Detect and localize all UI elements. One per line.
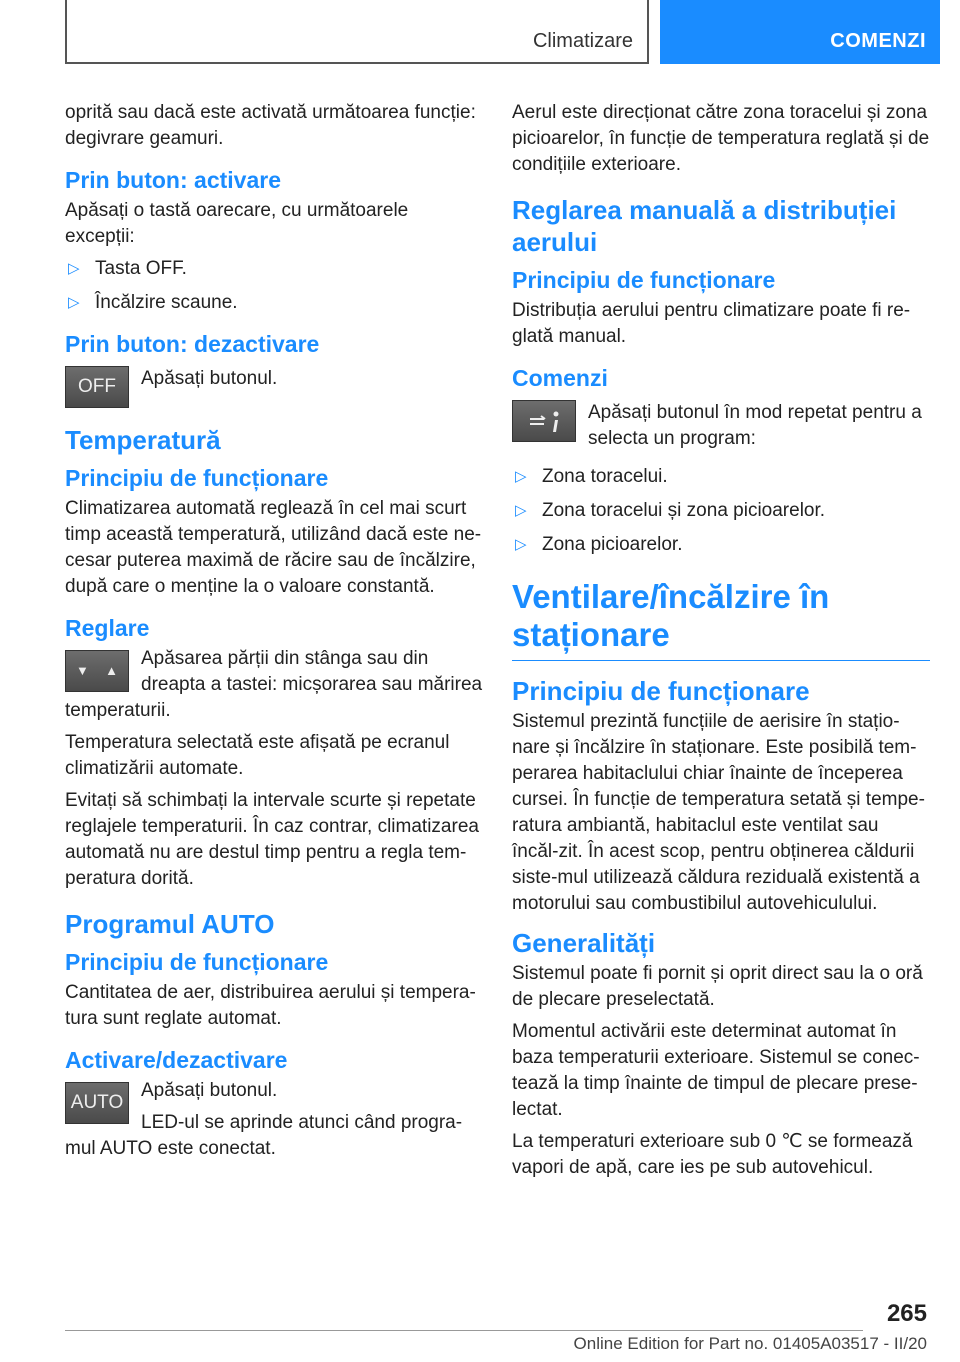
- tab-comenzi-label: COMENZI: [830, 30, 926, 52]
- auto-text: Cantitatea de aer, distribuirea aerului și tempera-tura sunt reglate automat.: [65, 982, 476, 1029]
- reglare-paragraph-3: Evitați să schimbați la intervale scurte și repetate reglajele temperaturii. În caz contrar, climatizarea automată nu are destul timp pentru a regla tem-peratura dorită.: [65, 790, 479, 889]
- distribution-button-row: [512, 400, 930, 452]
- auto-block: [65, 1078, 483, 1162]
- tab-comenzi[interactable]: [660, 0, 940, 64]
- heading-comenzi: Comenzi: [512, 365, 608, 391]
- list-item: ▷ Încălzire scaune.: [65, 290, 483, 316]
- header-section-box: [65, 0, 649, 64]
- reglare-paragraph-2: Temperatura selectată este afișată pe ecranul climatizării automate.: [65, 732, 450, 779]
- left-column: [65, 100, 483, 1162]
- heading-button-on: Prin buton: activare: [65, 167, 281, 193]
- footer-divider: [65, 1330, 863, 1331]
- temperature-text: Climatizarea automată reglează în cel mai scurt timp această temperatură, utilizând dacă este ne-cesar puterea maximă de răcire sau de încălzire, după care o menține la o valoare constantă.: [65, 498, 482, 597]
- triangle-bullet-icon: ▷: [515, 502, 527, 519]
- triangle-bullet-icon: ▷: [515, 536, 527, 553]
- off-button-row: [65, 366, 483, 408]
- off-button-text: Apăsați butonul.: [141, 368, 278, 389]
- general-paragraph-2: Momentul activării este determinat automat în baza temperaturii exterioare. Sistemul se conec-tează la timp înainte de timpul de plecare prese-lectat.: [512, 1021, 920, 1120]
- reglare-text: Apăsarea părții din stânga sau din dreapta a tastei: micșorarea sau mărirea temperaturii.: [65, 648, 483, 721]
- heading-principle-2: Principiu de funcționare: [65, 949, 329, 975]
- auto-button-icon: AUTO: [65, 1082, 129, 1124]
- page-number: 265: [886, 1300, 927, 1327]
- air-distribution-icon: [512, 400, 576, 442]
- general-paragraph-1: Sistemul poate fi pornit și oprit direct sau la o oră de plecare preselectată.: [512, 963, 923, 1010]
- manual-text: Distribuția aerului pentru climatizare poate fi re-glată manual.: [512, 300, 911, 347]
- heading-manual-distribution: Reglarea manuală a distribuției aerului: [512, 195, 897, 257]
- triangle-bullet-icon: ▷: [68, 260, 80, 277]
- reglare-block: [65, 646, 483, 724]
- exceptions-list: [65, 256, 483, 316]
- comenzi-text: Apăsați butonul în mod repetat pentru a selecta un program:: [588, 402, 922, 449]
- activation-paragraph-2: LED-ul se aprinde atunci când progra-mul AUTO este conectat.: [65, 1112, 463, 1159]
- intro-text: oprită sau dacă este activată următoarea funcție: degivrare geamuri.: [65, 102, 476, 149]
- right-column: [512, 100, 930, 1187]
- programs-list: [512, 464, 930, 558]
- arrow-up-icon: ▲: [105, 663, 118, 678]
- list-item: ▷ Zona toracelui și zona picioarelor.: [512, 498, 930, 524]
- activation-paragraph-1: Apăsați butonul.: [141, 1080, 278, 1101]
- list-item: ▷ Tasta OFF.: [65, 256, 483, 282]
- section-title: Climatizare: [532, 30, 633, 52]
- heading-activation: Activare/dezactivare: [65, 1047, 288, 1073]
- footer-edition: Online Edition for Part no. 01405A03517 - II/20: [573, 1334, 927, 1353]
- heading-temperature: Temperatură: [65, 425, 221, 455]
- heading-principle-right: Principiu de funcționare: [512, 267, 776, 293]
- general-paragraph-3: La temperaturi exterioare sub 0 ℃ se formează vapori de apă, care ies pe sub autovehicul.: [512, 1131, 913, 1178]
- heading-general: Generalități: [512, 928, 656, 958]
- right-intro-text: Aerul este direcționat către zona toracelui și zona picioarelor, în funcție de temperatura reglată și de condițiile exterioare.: [512, 102, 930, 175]
- heading-ventilation: Ventilare/încălzire în staționare: [512, 578, 930, 661]
- triangle-bullet-icon: ▷: [68, 294, 80, 311]
- button-on-text: Apăsați o tastă oarecare, cu următoarele excepții:: [65, 200, 409, 247]
- heading-principle-right-2: Principiu de funcționare: [512, 676, 810, 706]
- off-button-icon: OFF: [65, 366, 129, 408]
- heading-auto-program: Programul AUTO: [65, 909, 275, 939]
- list-item: ▷ Zona picioarelor.: [512, 532, 930, 558]
- list-item: ▷ Zona toracelui.: [512, 464, 930, 490]
- triangle-bullet-icon: ▷: [515, 468, 527, 485]
- temperature-rocker-icon: [65, 650, 129, 692]
- heading-button-off: Prin buton: dezactivare: [65, 331, 320, 357]
- arrow-down-icon: ▼: [76, 663, 89, 678]
- heading-reglare: Reglare: [65, 615, 150, 641]
- ventilation-text: Sistemul prezintă funcțiile de aerisire în stațio-nare și încălzire în staționare. Este posibilă tem-perarea habitaclului chiar înainte de începerea cursei. În funcție de temperatura setată și tempe-ratura ambiantă, habitaclul este ventilat sau încăl-zit. În acest scop, pentru obținerea căldurii siste-mul utilizează căldura reziduală existentă a motorului sau combustibilul autovehiculului.: [512, 711, 925, 914]
- heading-principle-1: Principiu de funcționare: [65, 465, 329, 491]
